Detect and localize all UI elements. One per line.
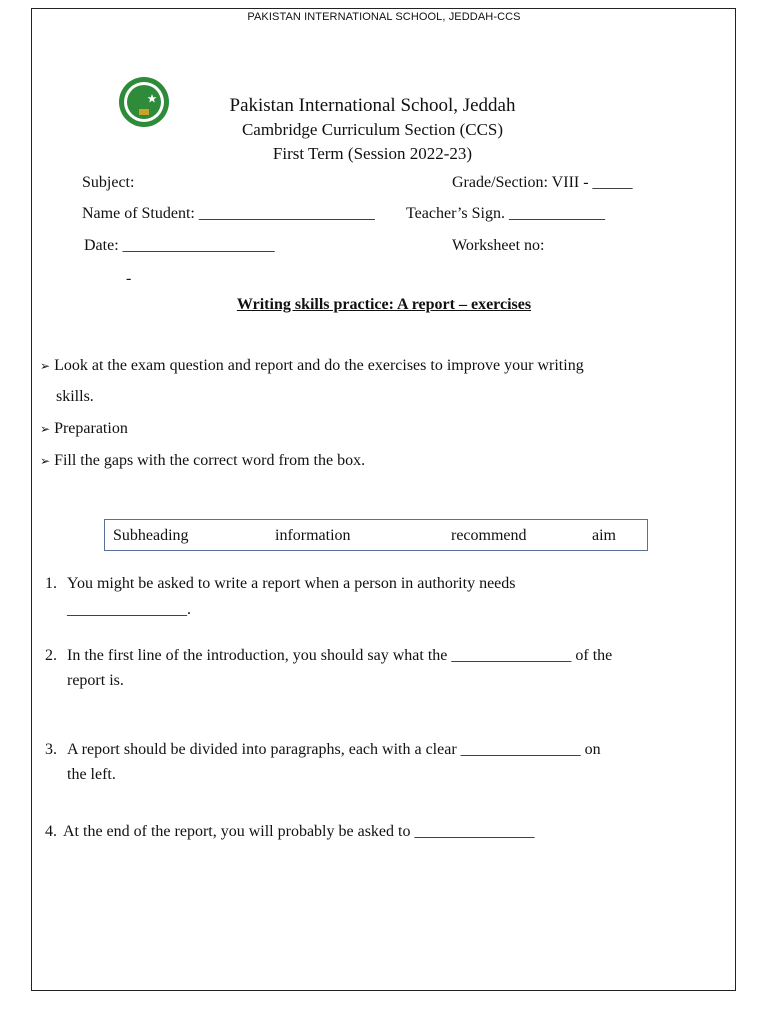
arrow-bullet-icon: ➢ [40, 454, 51, 468]
date-field: Date: ___________________ [84, 237, 275, 254]
word-recommend: recommend [451, 527, 527, 544]
question-text: At the end of the report, you will probably be asked to _______________ [63, 823, 535, 840]
word-subheading: Subheading [113, 527, 189, 544]
grade-section-field: Grade/Section: VIII - _____ [452, 174, 633, 191]
arrow-bullet-icon: ➢ [40, 422, 51, 436]
bullet-item: ➢ Look at the exam question and report and do the exercises to improve your writing [40, 357, 584, 374]
question-number: 2. [45, 647, 57, 664]
stray-dash: - [126, 270, 132, 287]
question-text: report is. [67, 672, 124, 689]
question-number: 3. [45, 741, 57, 758]
bullet-continuation: skills. [56, 388, 94, 405]
question-text: A report should be divided into paragraphs, each with a clear _______________ on [67, 741, 601, 758]
question-number: 1. [45, 575, 57, 592]
question-text: _______________. [67, 601, 191, 618]
question-text: You might be asked to write a report when a person in authority needs [67, 575, 516, 592]
bullet-item: ➢ Preparation [40, 420, 128, 437]
word-information: information [275, 527, 351, 544]
subject-field: Subject: [82, 174, 135, 191]
header-school-name: PAKISTAN INTERNATIONAL SCHOOL, JEDDAH-CCS [247, 11, 521, 23]
teacher-sign-field: Teacher’s Sign. ____________ [406, 205, 605, 222]
bullet-item: ➢ Fill the gaps with the correct word from the box. [40, 452, 366, 469]
question-number: 4. [45, 823, 57, 840]
arrow-bullet-icon: ➢ [40, 359, 51, 373]
term-session: First Term (Session 2022-23) [272, 144, 473, 163]
worksheet-title: Writing skills practice: A report – exercises [236, 296, 532, 313]
school-section: Cambridge Curriculum Section (CCS) [241, 120, 504, 139]
question-text: the left. [67, 766, 116, 783]
student-name-field: Name of Student: ______________________ [82, 205, 375, 222]
worksheet-no-field: Worksheet no: [452, 237, 545, 254]
question-text: In the first line of the introduction, you should say what the _______________ of the [67, 647, 613, 664]
word-aim: aim [592, 527, 616, 544]
word-box [104, 519, 648, 551]
school-name: Pakistan International School, Jeddah [229, 95, 516, 116]
